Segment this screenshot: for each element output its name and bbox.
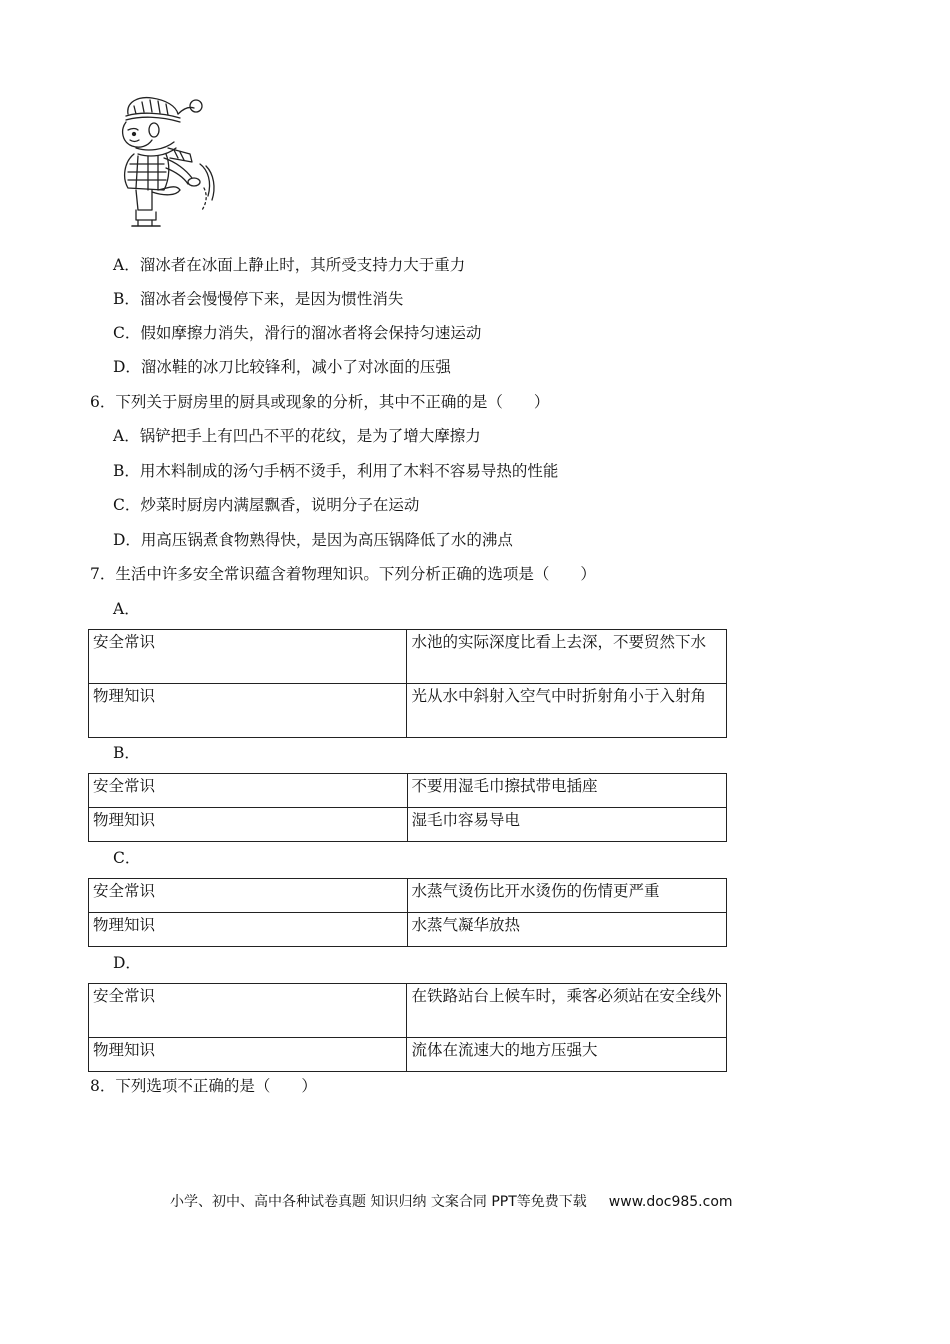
table-row	[89, 684, 727, 738]
q6-option-c: C．炒菜时厨房内满屋飘香，说明分子在运动	[113, 496, 420, 514]
q7-choice-d-table	[88, 983, 727, 1072]
q7-stem: 7．生活中许多安全常识蕴含着物理知识。下列分析正确的选项是（ ）	[90, 565, 596, 583]
q6-stem: 6．下列关于厨房里的厨具或现象的分析，其中不正确的是（ ）	[90, 393, 550, 411]
table-row	[89, 879, 727, 913]
q7-choice-b-table	[88, 773, 727, 842]
q5-option-c: C．假如摩擦力消失，滑行的溜冰者将会保持匀速运动	[113, 324, 482, 342]
table-cell-value: 不要用湿毛巾擦拭带电插座	[407, 774, 727, 808]
table-cell-key: 物理知识	[89, 808, 408, 842]
table-cell-value: 水蒸气烫伤比开水烫伤的伤情更严重	[407, 879, 727, 913]
page-footer	[170, 1191, 733, 1211]
table-cell-key: 物理知识	[89, 913, 408, 947]
footer-site-link[interactable]: www.doc985.com	[608, 1194, 733, 1210]
table-cell-key: 安全常识	[89, 879, 408, 913]
q6-option-b: B．用木料制成的汤勺手柄不烫手，利用了木料不容易导热的性能	[113, 462, 559, 480]
ice-skater-illustration	[108, 92, 228, 232]
table-row	[89, 984, 727, 1038]
q6-option-a: A．锅铲把手上有凹凸不平的花纹，是为了增大摩擦力	[113, 427, 481, 445]
q5-option-b: B．溜冰者会慢慢停下来，是因为惯性消失	[113, 290, 404, 308]
table-cell-key: 物理知识	[89, 1038, 407, 1072]
footer-text: 小学、初中、高中各种试卷真题 知识归纳 文案合同 PPT等免费下载	[170, 1194, 587, 1210]
q5-option-a: A．溜冰者在冰面上静止时，其所受支持力大于重力	[113, 256, 466, 274]
table-cell-key: 安全常识	[89, 984, 407, 1038]
q7-choice-b-label: B．	[113, 744, 140, 762]
q5-option-d: D．溜冰鞋的冰刀比较锋利，减小了对冰面的压强	[113, 358, 451, 376]
q8-stem: 8．下列选项不正确的是（ ）	[90, 1077, 317, 1095]
q7-choice-d-label: D．	[113, 954, 141, 972]
q7-choice-a-label: A．	[113, 600, 140, 618]
table-cell-key: 安全常识	[89, 630, 407, 684]
q7-choice-c-label: C．	[113, 849, 141, 867]
table-row	[89, 630, 727, 684]
table-cell-value: 流体在流速大的地方压强大	[407, 1038, 727, 1072]
table-cell-value: 湿毛巾容易导电	[407, 808, 727, 842]
q7-choice-c-table	[88, 878, 727, 947]
table-row	[89, 774, 727, 808]
q6-option-d: D．用高压锅煮食物熟得快，是因为高压锅降低了水的沸点	[113, 531, 513, 549]
table-row	[89, 808, 727, 842]
table-cell-value: 水蒸气凝华放热	[407, 913, 727, 947]
table-row	[89, 913, 727, 947]
table-cell-value: 光从水中斜射入空气中时折射角小于入射角	[407, 684, 727, 738]
q7-choice-a-table	[88, 629, 727, 738]
table-cell-value: 在铁路站台上候车时，乘客必须站在安全线外	[407, 984, 727, 1038]
table-cell-key: 物理知识	[89, 684, 407, 738]
table-cell-key: 安全常识	[89, 774, 408, 808]
table-row	[89, 1038, 727, 1072]
table-cell-value: 水池的实际深度比看上去深，不要贸然下水	[407, 630, 727, 684]
